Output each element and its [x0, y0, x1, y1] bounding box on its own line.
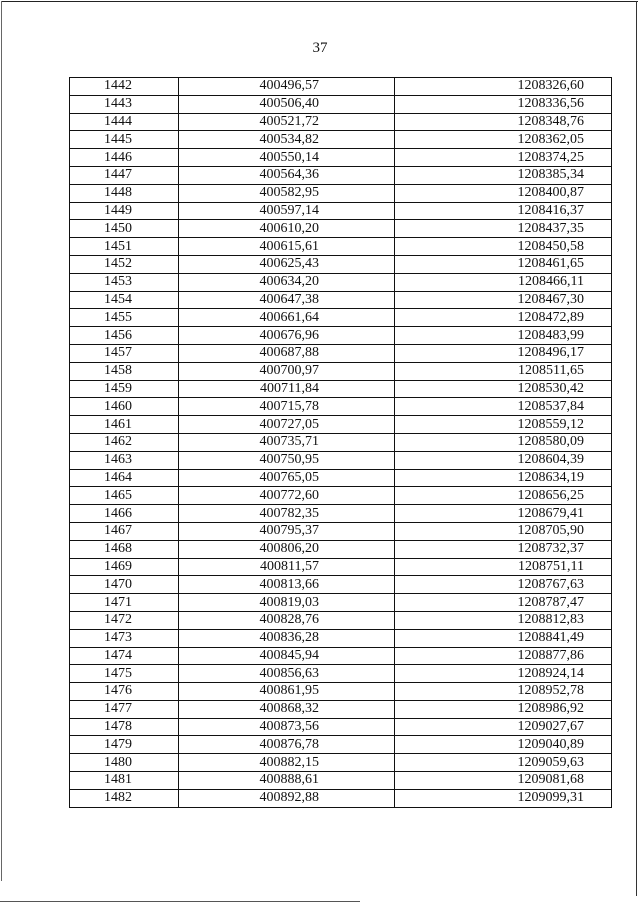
- y-coordinate-cell: 1208656,25: [395, 487, 612, 505]
- x-coordinate-cell: 400876,78: [179, 736, 395, 754]
- table-row: [70, 754, 612, 772]
- x-coordinate-cell: 400845,94: [179, 647, 395, 665]
- y-coordinate-cell: 1208812,83: [395, 611, 612, 629]
- x-coordinate-cell: 400550,14: [179, 149, 395, 167]
- point-number-cell: 1456: [70, 327, 179, 345]
- y-coordinate-cell: 1208732,37: [395, 540, 612, 558]
- y-coordinate-cell: 1208385,34: [395, 166, 612, 184]
- point-number-cell: 1446: [70, 149, 179, 167]
- y-coordinate-cell: 1208952,78: [395, 683, 612, 701]
- x-coordinate-cell: 400687,88: [179, 344, 395, 362]
- point-number-cell: 1478: [70, 718, 179, 736]
- point-number-cell: 1468: [70, 540, 179, 558]
- table-row: [70, 736, 612, 754]
- x-coordinate-cell: 400597,14: [179, 202, 395, 220]
- table-row: [70, 202, 612, 220]
- table-row: [70, 380, 612, 398]
- page-top-border: [2, 1, 638, 2]
- point-number-cell: 1453: [70, 273, 179, 291]
- x-coordinate-cell: 400782,35: [179, 505, 395, 523]
- point-number-cell: 1462: [70, 433, 179, 451]
- table-row: [70, 647, 612, 665]
- page-left-border: [1, 1, 2, 881]
- y-coordinate-cell: 1208767,63: [395, 576, 612, 594]
- y-coordinate-cell: 1208437,35: [395, 220, 612, 238]
- point-number-cell: 1457: [70, 344, 179, 362]
- y-coordinate-cell: 1209059,63: [395, 754, 612, 772]
- point-number-cell: 1443: [70, 95, 179, 113]
- table-row: [70, 451, 612, 469]
- table-row: [70, 166, 612, 184]
- point-number-cell: 1445: [70, 131, 179, 149]
- table-row: [70, 95, 612, 113]
- point-number-cell: 1476: [70, 683, 179, 701]
- x-coordinate-cell: 400811,57: [179, 558, 395, 576]
- y-coordinate-cell: 1208604,39: [395, 451, 612, 469]
- table-row: [70, 78, 612, 96]
- table-row: [70, 700, 612, 718]
- table-row: [70, 416, 612, 434]
- y-coordinate-cell: 1208416,37: [395, 202, 612, 220]
- y-coordinate-cell: 1208537,84: [395, 398, 612, 416]
- x-coordinate-cell: 400506,40: [179, 95, 395, 113]
- point-number-cell: 1458: [70, 362, 179, 380]
- y-coordinate-cell: 1208472,89: [395, 309, 612, 327]
- y-coordinate-cell: 1209040,89: [395, 736, 612, 754]
- x-coordinate-cell: 400676,96: [179, 327, 395, 345]
- y-coordinate-cell: 1208559,12: [395, 416, 612, 434]
- point-number-cell: 1459: [70, 380, 179, 398]
- y-coordinate-cell: 1208336,56: [395, 95, 612, 113]
- x-coordinate-cell: 400828,76: [179, 611, 395, 629]
- table-row: [70, 540, 612, 558]
- point-number-cell: 1477: [70, 700, 179, 718]
- table-row: [70, 149, 612, 167]
- y-coordinate-cell: 1208483,99: [395, 327, 612, 345]
- x-coordinate-cell: 400868,32: [179, 700, 395, 718]
- x-coordinate-cell: 400711,84: [179, 380, 395, 398]
- x-coordinate-cell: 400661,64: [179, 309, 395, 327]
- table-row: [70, 273, 612, 291]
- page-number: 37: [312, 40, 328, 56]
- y-coordinate-cell: 1208400,87: [395, 184, 612, 202]
- table-row: [70, 309, 612, 327]
- table-row: [70, 433, 612, 451]
- x-coordinate-cell: 400700,97: [179, 362, 395, 380]
- point-number-cell: 1475: [70, 665, 179, 683]
- point-number-cell: 1480: [70, 754, 179, 772]
- point-number-cell: 1469: [70, 558, 179, 576]
- x-coordinate-cell: 400615,61: [179, 238, 395, 256]
- table-row: [70, 718, 612, 736]
- point-number-cell: 1447: [70, 166, 179, 184]
- y-coordinate-cell: 1208362,05: [395, 131, 612, 149]
- table-row: [70, 505, 612, 523]
- table-row: [70, 344, 612, 362]
- point-number-cell: 1472: [70, 611, 179, 629]
- table-row: [70, 522, 612, 540]
- y-coordinate-cell: 1209081,68: [395, 772, 612, 790]
- y-coordinate-cell: 1208461,65: [395, 255, 612, 273]
- x-coordinate-cell: 400564,36: [179, 166, 395, 184]
- y-coordinate-cell: 1208450,58: [395, 238, 612, 256]
- point-number-cell: 1454: [70, 291, 179, 309]
- y-coordinate-cell: 1208374,25: [395, 149, 612, 167]
- x-coordinate-cell: 400795,37: [179, 522, 395, 540]
- x-coordinate-cell: 400735,71: [179, 433, 395, 451]
- y-coordinate-cell: 1208877,86: [395, 647, 612, 665]
- x-coordinate-cell: 400806,20: [179, 540, 395, 558]
- table-row: [70, 665, 612, 683]
- x-coordinate-cell: 400892,88: [179, 789, 395, 807]
- table-row: [70, 291, 612, 309]
- point-number-cell: 1444: [70, 113, 179, 131]
- x-coordinate-cell: 400496,57: [179, 78, 395, 96]
- table-row: [70, 327, 612, 345]
- table-row: [70, 184, 612, 202]
- y-coordinate-cell: 1209099,31: [395, 789, 612, 807]
- point-number-cell: 1450: [70, 220, 179, 238]
- table-row: [70, 629, 612, 647]
- point-number-cell: 1474: [70, 647, 179, 665]
- point-number-cell: 1463: [70, 451, 179, 469]
- point-number-cell: 1464: [70, 469, 179, 487]
- page-bottom-rule: [0, 901, 360, 902]
- point-number-cell: 1481: [70, 772, 179, 790]
- x-coordinate-cell: 400772,60: [179, 487, 395, 505]
- y-coordinate-cell: 1208787,47: [395, 594, 612, 612]
- y-coordinate-cell: 1208841,49: [395, 629, 612, 647]
- page-right-border: [636, 1, 637, 896]
- y-coordinate-cell: 1208751,11: [395, 558, 612, 576]
- table-row: [70, 611, 612, 629]
- x-coordinate-cell: 400521,72: [179, 113, 395, 131]
- table-row: [70, 113, 612, 131]
- table-row: [70, 789, 612, 807]
- y-coordinate-cell: 1208986,92: [395, 700, 612, 718]
- table-row: [70, 487, 612, 505]
- point-number-cell: 1460: [70, 398, 179, 416]
- point-number-cell: 1471: [70, 594, 179, 612]
- point-number-cell: 1449: [70, 202, 179, 220]
- y-coordinate-cell: 1208496,17: [395, 344, 612, 362]
- point-number-cell: 1455: [70, 309, 179, 327]
- table-row: [70, 220, 612, 238]
- x-coordinate-cell: 400582,95: [179, 184, 395, 202]
- table-row: [70, 558, 612, 576]
- y-coordinate-cell: 1208348,76: [395, 113, 612, 131]
- x-coordinate-cell: 400861,95: [179, 683, 395, 701]
- table-row: [70, 362, 612, 380]
- point-number-cell: 1482: [70, 789, 179, 807]
- table-row: [70, 772, 612, 790]
- x-coordinate-cell: 400819,03: [179, 594, 395, 612]
- y-coordinate-cell: 1208466,11: [395, 273, 612, 291]
- coordinates-table: [69, 77, 612, 808]
- x-coordinate-cell: 400813,66: [179, 576, 395, 594]
- point-number-cell: 1470: [70, 576, 179, 594]
- x-coordinate-cell: 400727,05: [179, 416, 395, 434]
- point-number-cell: 1466: [70, 505, 179, 523]
- table-row: [70, 398, 612, 416]
- x-coordinate-cell: 400647,38: [179, 291, 395, 309]
- x-coordinate-cell: 400634,20: [179, 273, 395, 291]
- x-coordinate-cell: 400765,05: [179, 469, 395, 487]
- point-number-cell: 1479: [70, 736, 179, 754]
- x-coordinate-cell: 400873,56: [179, 718, 395, 736]
- x-coordinate-cell: 400856,63: [179, 665, 395, 683]
- x-coordinate-cell: 400836,28: [179, 629, 395, 647]
- y-coordinate-cell: 1208511,65: [395, 362, 612, 380]
- table-row: [70, 255, 612, 273]
- table-row: [70, 131, 612, 149]
- x-coordinate-cell: 400610,20: [179, 220, 395, 238]
- y-coordinate-cell: 1209027,67: [395, 718, 612, 736]
- point-number-cell: 1452: [70, 255, 179, 273]
- y-coordinate-cell: 1208924,14: [395, 665, 612, 683]
- point-number-cell: 1465: [70, 487, 179, 505]
- x-coordinate-cell: 400750,95: [179, 451, 395, 469]
- table-row: [70, 469, 612, 487]
- x-coordinate-cell: 400625,43: [179, 255, 395, 273]
- point-number-cell: 1473: [70, 629, 179, 647]
- coordinates-table-body: [70, 78, 612, 808]
- point-number-cell: 1451: [70, 238, 179, 256]
- y-coordinate-cell: 1208530,42: [395, 380, 612, 398]
- y-coordinate-cell: 1208326,60: [395, 78, 612, 96]
- point-number-cell: 1461: [70, 416, 179, 434]
- x-coordinate-cell: 400882,15: [179, 754, 395, 772]
- point-number-cell: 1467: [70, 522, 179, 540]
- y-coordinate-cell: 1208705,90: [395, 522, 612, 540]
- y-coordinate-cell: 1208580,09: [395, 433, 612, 451]
- table-row: [70, 238, 612, 256]
- x-coordinate-cell: 400715,78: [179, 398, 395, 416]
- y-coordinate-cell: 1208679,41: [395, 505, 612, 523]
- x-coordinate-cell: 400534,82: [179, 131, 395, 149]
- x-coordinate-cell: 400888,61: [179, 772, 395, 790]
- point-number-cell: 1448: [70, 184, 179, 202]
- table-row: [70, 576, 612, 594]
- table-row: [70, 594, 612, 612]
- y-coordinate-cell: 1208467,30: [395, 291, 612, 309]
- y-coordinate-cell: 1208634,19: [395, 469, 612, 487]
- table-row: [70, 683, 612, 701]
- point-number-cell: 1442: [70, 78, 179, 96]
